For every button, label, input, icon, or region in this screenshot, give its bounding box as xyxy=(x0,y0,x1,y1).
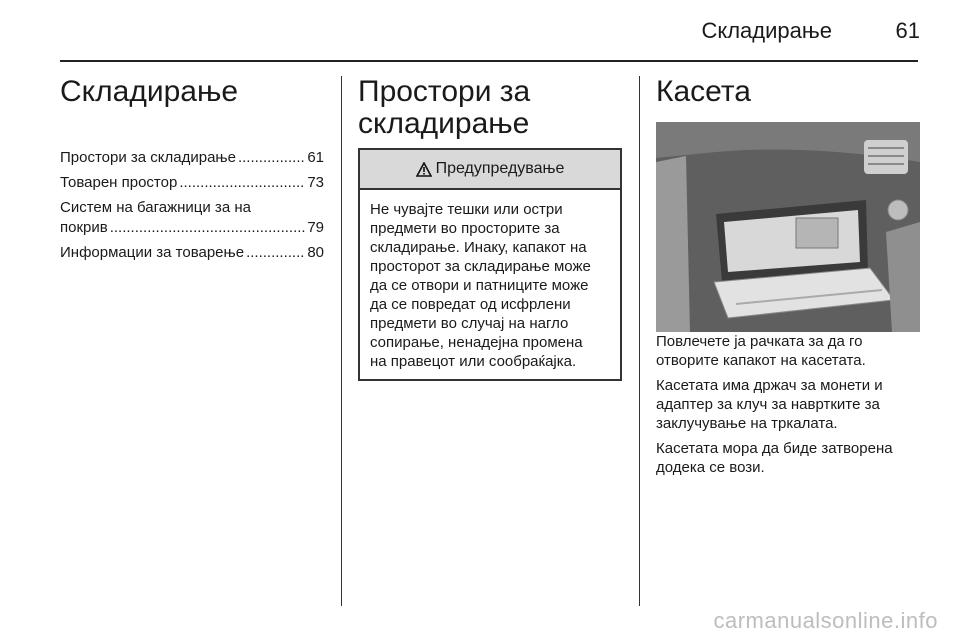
paragraph-line: додека се вози. xyxy=(656,459,765,476)
toc-item-label: Товарен простор xyxy=(60,174,178,191)
column-glovebox xyxy=(656,76,920,483)
paragraph-line: Касетата мора да биде затворена xyxy=(656,440,893,457)
paragraph-line: Касетата има држач за монети и xyxy=(656,377,883,394)
toc-leader-dots xyxy=(110,218,306,238)
column-divider-2 xyxy=(639,76,640,606)
heading-line1: Простори за xyxy=(358,75,531,108)
toc-item[interactable] xyxy=(60,198,324,238)
warning-line: предмети во случај на нагло xyxy=(370,315,569,332)
warning-line: просторот за складирање може xyxy=(370,258,591,275)
paragraph-line: заклучување на тркалата. xyxy=(656,415,838,432)
toc-item[interactable] xyxy=(60,148,324,168)
toc-leader-dots xyxy=(246,243,305,263)
toc-item-page: 80 xyxy=(307,244,324,261)
toc-item-label-line2: покрив xyxy=(60,219,108,236)
warning-line: предмети во просторите за xyxy=(370,220,560,237)
column-contents xyxy=(60,76,324,268)
toc-leader-dots xyxy=(238,148,305,168)
paragraph xyxy=(656,439,920,477)
warning-line: сопирање, ненадејна промена xyxy=(370,334,583,351)
warning-line: Не чувајте тешки или остри xyxy=(370,201,563,218)
heading-line2: складирање xyxy=(358,107,530,140)
paragraph-line: адаптер за клуч за наврткитe за xyxy=(656,396,880,413)
toc-item-label: Информации за товарење xyxy=(60,244,245,261)
column-storage xyxy=(358,76,622,381)
glovebox-illustration xyxy=(656,122,920,332)
warning-line: складирање. Инаку, капакот на xyxy=(370,239,587,256)
paragraph-line: отворите капакот на касетата. xyxy=(656,352,866,369)
toc-item-page: 79 xyxy=(307,219,324,236)
toc-item[interactable] xyxy=(60,243,324,263)
paragraph-line: Повлечете ја рачката за да го xyxy=(656,333,863,350)
header-page-number: 61 xyxy=(895,18,920,43)
toc-leader-dots xyxy=(179,173,305,193)
warning-header xyxy=(360,150,620,190)
section-heading xyxy=(358,76,622,140)
warning-line: на правецот или сообраќајка. xyxy=(370,353,577,370)
section-heading: Касета xyxy=(656,75,751,108)
toc-item-label-line1: Систем на багажници за на xyxy=(60,199,251,216)
toc-item[interactable] xyxy=(60,173,324,193)
paragraph xyxy=(656,376,920,433)
warning-line: да се повредат од исфрлени xyxy=(370,296,571,313)
warning-box xyxy=(358,148,622,381)
warning-triangle-icon xyxy=(416,162,432,177)
glovebox-photo xyxy=(656,122,920,332)
warning-line: да се отвори и патниците може xyxy=(370,277,589,294)
paragraph xyxy=(656,332,920,370)
warning-title: Предупредување xyxy=(435,160,565,177)
table-of-contents xyxy=(60,148,324,263)
header-title: Складирање xyxy=(701,18,832,43)
section-heading: Складирање xyxy=(60,75,239,108)
toc-item-page: 61 xyxy=(307,149,324,166)
toc-item-label: Простори за складирање xyxy=(60,149,236,166)
warning-body xyxy=(360,190,620,379)
watermark: carmanualsonline.info xyxy=(713,608,938,633)
header-rule xyxy=(60,60,918,62)
toc-item-page: 73 xyxy=(307,174,324,191)
column-divider-1 xyxy=(341,76,342,606)
